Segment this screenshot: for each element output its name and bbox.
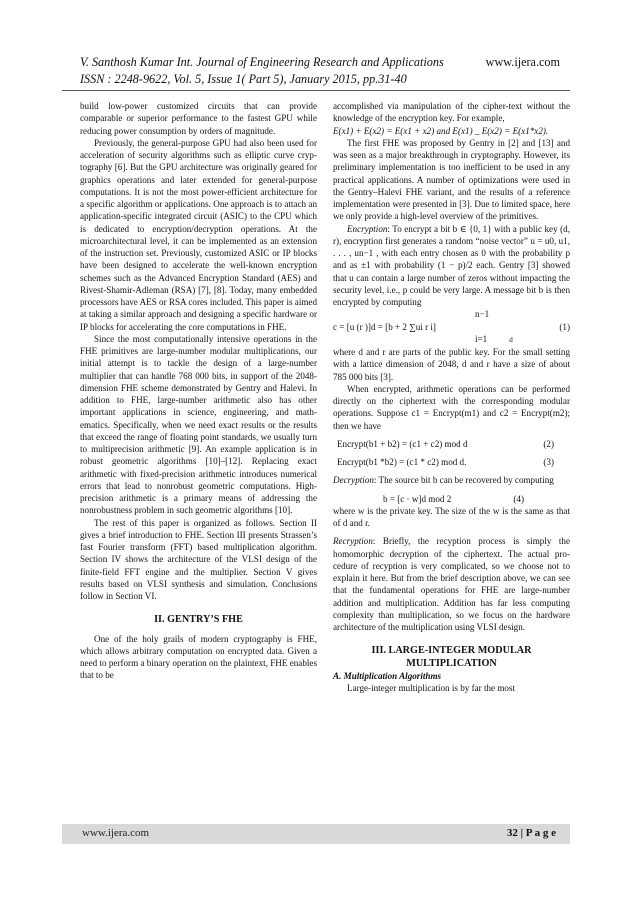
equation-1-upper-limit: n−1 (475, 309, 490, 320)
equation-1-number: (1) (559, 321, 570, 332)
encryption-paragraph (333, 223, 570, 309)
equation-2 (333, 438, 570, 450)
equation-1-index: i=1 (475, 333, 488, 344)
right-paragraph-4: where d and r are parts of the public key. For the small setting with a lattice dimension of 2048, d and r have a size of about 785 000 bits [3]. (333, 347, 570, 382)
decryption-paragraph (333, 474, 570, 486)
right-paragraph-2: The first FHE was proposed by Gentry in [2] and [13] and was seen as a major breakthrough in cryptography. However, its preliminary implementation is too inefficient to be used in any practical applications. A number of optimizations were used in the Gentry–Halevi FHE variant, and the results of a reference implementation were presented in [3]. Due to limited space, here we only provide a high-level overview of the primitives. (333, 137, 570, 222)
encryption-text: : To encrypt a bit b ∈ {0, 1} with a public key (d, r), encryption first generates a random “noise vector” u = u0, u1, . . . , un−1 , with each entry chosen as 0 with the probability p and as ±1 with probability (1 − p)/2 each. Gentry [3] showed that u can contain a large number of zeros without impacting the security level, i.e., p could be very large. A message bit b is then encrypted by computing (333, 223, 570, 307)
encryption-label: Encryption (347, 223, 388, 234)
section-heading-3-line2: MULTIPLICATION (406, 657, 497, 669)
section-heading-2: II. GENTRY’S FHE (154, 614, 243, 626)
equation-1-modulus-subscript: d (509, 335, 513, 344)
equation-2-number: (2) (543, 438, 554, 449)
homomorphic-equation: E(x1) + E(x2) = E(x1 + x2) and E(x1) _ E(x2) = E(x1*x2). (333, 125, 549, 136)
equation-4-number: (4) (513, 493, 524, 504)
recryption-paragraph (333, 535, 570, 633)
header-rule (62, 90, 570, 91)
equation-1-lower-limit (333, 333, 570, 346)
decryption-text: : The source bit b can be recovered by computing (373, 475, 554, 486)
right-paragraph-7: where w is the private key. The size of the w is the same as that of d and r. (333, 505, 570, 528)
equation-3-expression: Encrypt(b1 *b2) = (c1 * c2) mod d. (337, 457, 467, 467)
right-paragraph-5: When encrypted, arithmetic operations can be performed directly on the ciphertext with the corresponding modular operations. Suppose c1 = Encrypt(m1) and c2 = Encrypt(m2); then we have (333, 383, 570, 431)
equation-1 (333, 321, 570, 333)
left-paragraph-4: The rest of this paper is organized as follows. Section II gives a brief introduction to FHE. Section III presents Strassen’s fast Fourier transform (FFT) based multiplication algorithm. Section IV shows the architecture of the VLSI design of the finite-field FFT engine and the multiplier. Section V gives results based on VLSI synthesis and simulation. Conclusions follow in Section VI. (80, 517, 317, 601)
equation-4-expression: b = [c · w]d mod 2 (383, 493, 452, 504)
equation-1-expression: c = [u (r )]d = [b + 2 ∑ui r i] (333, 321, 436, 332)
left-paragraph-1: build low-power customized circuits that can provide comparable or superior performance to the fastest GPU while reducing power consumption by orders of magnitude. (80, 101, 317, 136)
section-heading-3-line1: III. LARGE-INTEGER MODULAR (371, 645, 532, 657)
decryption-label: Decryption (333, 475, 374, 486)
recryption-label: Recryption (333, 536, 373, 547)
right-paragraph-9: Large-integer multiplication is by far the most (347, 683, 516, 693)
left-paragraph-2: Previously, the general-purpose GPU had also been used for acceleration of security algorithms such as elliptic curve cryp-tography [6]. But the GPU architecture was originally geared for graphics operations and later extended for general-purpose computations. It is not the most power-efficient architecture for a specific algorithm or applications. One approach is to attach an application-specific integrated circuit (ASIC) to the CPU which is dedicated to encryption/decryption operations. At the microarchitectural level, it can be implemented as an extension of the instruction set. Previously, customized ASIC or IP blocks have been designed to accelerate the well-known encryption schemes such as the Advanced Encryption Standard (AES) and Rivest-Shamir-Adleman (RSA) [7], [8]. Today, many embedded processors have AES or RSA cores included. This paper is aimed at taking a similar approach and designing a specific hardware or IP blocks for accelerating the core computations in FHE. (80, 137, 317, 332)
header-citation-line2: ISSN : 2248-9622, Vol. 5, Issue 1( Part 5), January 2015, pp.31-40 (80, 72, 407, 86)
left-paragraph-5: One of the holy grails of modern cryptography is FHE, which allows arbitrary computation on encrypted data. Given a need to perform a binary operation on the plaintext, FHE enables that to be (80, 633, 317, 681)
left-column (80, 100, 317, 682)
recryption-text: : Briefly, the recyption process is simply the homomorphic decryption of the ciphertext. The actual pro-cedure of recyption is very complicated, so we choose not to explain it here. But from the brief description above, we can see that the fundamental operations for FHE are large-number addition and multiplication. Addition has far less computing complexity than multiplication, so we focus on the hardware architecture of the multiplication using VLSI design. (333, 536, 570, 632)
footer-url[interactable]: www.ijera.com (82, 827, 150, 839)
right-paragraph-1: accomplished via manipulation of the cipher-text without the knowledge of the encryption key. For example, (333, 101, 570, 124)
equation-4 (333, 493, 570, 505)
running-header (80, 54, 560, 88)
section-heading-3 (333, 645, 570, 670)
equation-2-expression: Encrypt(b1 + b2) = (c1 + c2) mod d (337, 438, 468, 449)
subsection-heading: A. Multiplication Algorithms (333, 670, 442, 681)
page-footer (62, 824, 570, 844)
equation-3-number: (3) (543, 457, 554, 467)
right-column (333, 100, 570, 694)
page-number: 32 | P a g e (506, 827, 556, 839)
left-paragraph-3: Since the most computationally intensive operations in the FHE primitives are large-number modular multiplications, our initial attempt is to tackle the design of a large-number multiplier that can handle 768 000 bits, in support of the 2048-dimension FHE scheme demonstrated by Gentry and Halevi. In addition to FHE, large-number arithmetic also has other important applications in science, engineering, and math-ematics. Specifically, when we need exact results or the results that exceed the range of floating point standards, we usually turn to multiprecision arithmetic [9]. An example application is in robust geometric algorithms [10]–[12]. Replacing exact arithmetic with fixed-precision arithmetic introduces numerical errors that lead to nonrobust geometric computations. High-precision arithmetic is a primary means of addressing the nonrobustness problem in such geometric algorithms [10]. (80, 333, 317, 516)
equation-3 (333, 456, 570, 468)
header-url[interactable]: www.ijera.com (485, 55, 560, 69)
header-citation-line1: V. Santhosh Kumar Int. Journal of Engineering Research and Applications (80, 55, 444, 69)
